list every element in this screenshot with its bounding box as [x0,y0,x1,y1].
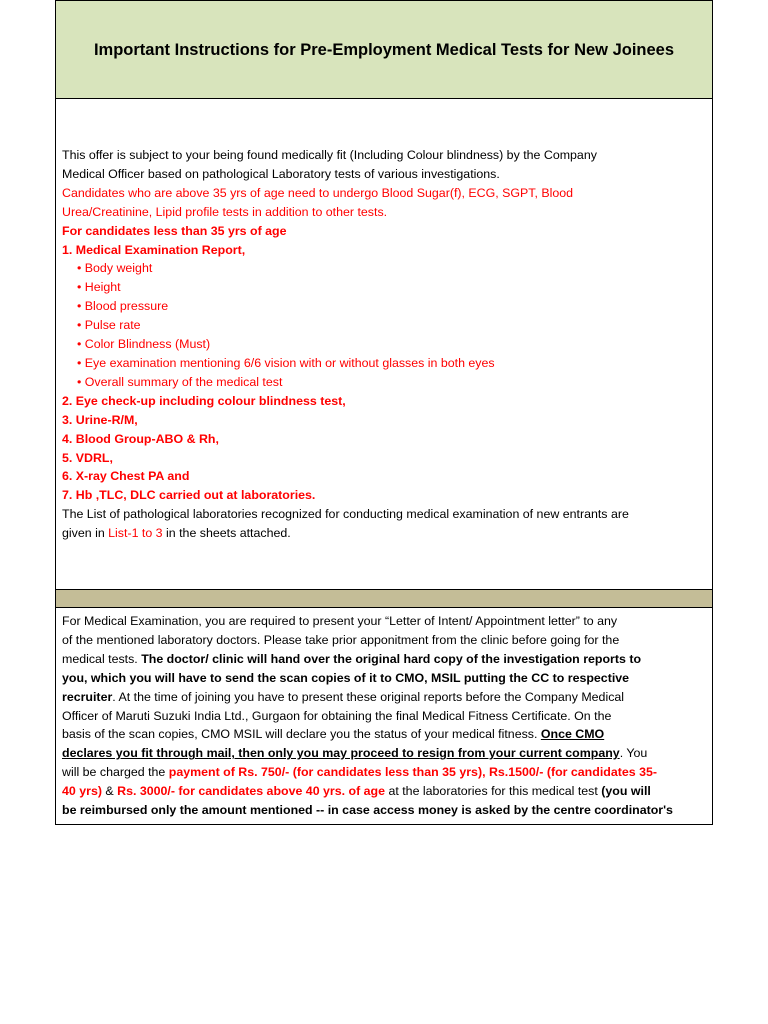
exam-text: at the laboratories for this medical test [385,784,602,799]
list-item: 4. Blood Group-ABO & Rh, [62,431,219,446]
intro-line: This offer is subject to your being found medically fit (Including Colour blindness) by the Company [62,148,597,162]
exam-line: Officer of Maruti Suzuki India Ltd., Gurgaon for obtaining the final Medical Fitness Certificate. On the [62,708,612,723]
exam-underlined: Once CMO [540,727,605,742]
above-35-line: Candidates who are above 35 yrs of age need to undergo Blood Sugar(f), ECG, SGPT, Blood [62,185,574,200]
bullet-item: • Eye examination mentioning 6/6 vision with or without glasses in both eyes [77,355,495,370]
payment-text: payment of Rs. 750/- (for candidates less than 35 yrs), Rs.1500/- (for candidates 35- [168,765,657,780]
exam-text: . At the time of joining you have to present these original reports before the Company Medical [112,689,625,704]
list-item: 2. Eye check-up including colour blindness test, [62,393,346,408]
exam-text: medical tests. [62,651,142,666]
list-item: 5. VDRL, [62,450,113,465]
page-title: Important Instructions for Pre-Employment Medical Tests for New Joinees [93,41,675,59]
exam-line [62,650,710,669]
bullet-item: • Body weight [77,261,153,276]
labs-text: in the sheets attached. [162,526,291,541]
medical-exam-body [62,612,710,820]
exam-underlined: declares you fit through mail, then only you may proceed to resign from your current company [62,746,620,761]
exam-line [62,725,710,744]
lab-list-reference: List-1 to 3 [108,526,163,541]
intro-line: Medical Officer based on pathological Laboratory tests of various investigations. [62,166,500,181]
list-item: 6. X-ray Chest PA and [62,469,190,484]
payment-text: Rs. 3000/- for candidates above 40 yrs. of age [117,784,386,799]
exam-line [62,782,710,801]
instructions-body [62,146,708,543]
bullet-item: • Overall summary of the medical test [77,374,283,389]
bullet-item: • Pulse rate [77,318,141,333]
bullet-item: • Blood pressure [77,299,169,314]
exam-emphasis: (you will [601,784,651,799]
payment-text: 40 yrs) [62,784,102,799]
bullet-item: • Height [77,280,121,295]
exam-line: be reimbursed only the amount mentioned -- in case access money is asked by the centre coordinator's [62,803,673,818]
exam-emphasis: The doctor/ clinic will hand over the original hard copy of the investigation reports to [141,651,642,666]
exam-line [62,763,710,782]
labs-line: The List of pathological laboratories recognized for conducting medical examination of new entrants are [62,507,629,522]
exam-text: basis of the scan copies, CMO MSIL will declare you the status of your medical fitness. [62,727,541,742]
labs-text: given in [62,526,109,541]
below-35-heading: For candidates less than 35 yrs of age [62,223,287,238]
exam-text: & [101,784,118,799]
exam-line: of the mentioned laboratory doctors. Please take prior apponitment from the clinic before going for the [62,632,620,647]
exam-line [62,688,710,707]
list-item: 1. Medical Examination Report, [62,242,246,257]
section-divider [55,589,713,608]
title-banner [55,0,713,99]
labs-line [62,524,708,543]
exam-text: will be charged the [62,765,169,780]
list-item: 7. Hb ,TLC, DLC carried out at laboratories. [62,488,316,503]
above-35-line: Urea/Creatinine, Lipid profile tests in addition to other tests. [62,204,388,219]
exam-emphasis: recruiter [62,689,113,704]
instructions-section [55,99,713,589]
medical-exam-section [55,607,713,825]
exam-line: you, which you will have to send the scan copies of it to CMO, MSIL putting the CC to respective [62,670,630,685]
bullet-item: • Color Blindness (Must) [77,337,211,352]
exam-line: For Medical Examination, you are required to present your “Letter of Intent/ Appointment letter” to any [62,614,618,628]
exam-line [62,744,710,763]
exam-text: . You [619,746,648,761]
list-item: 3. Urine-R/M, [62,412,138,427]
